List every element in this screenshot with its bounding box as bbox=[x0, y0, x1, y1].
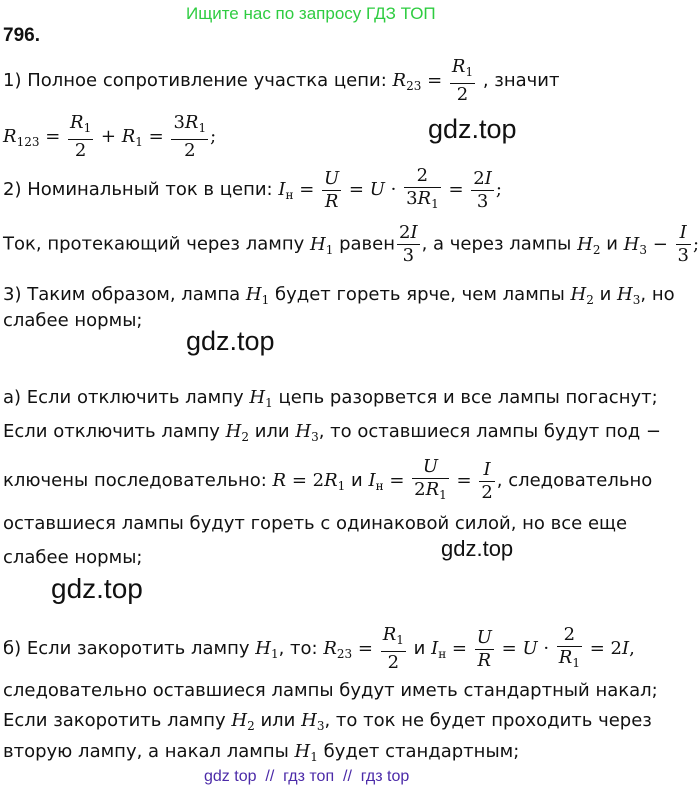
line-1-prefix: 1) Полное сопротивление участка цепи: bbox=[3, 70, 387, 91]
line-5-mid: будет гореть ярче, чем лампы bbox=[275, 284, 565, 305]
watermark: gdz.top bbox=[428, 114, 517, 144]
part-b3-prefix: Если закоротить лампу bbox=[3, 710, 226, 731]
formula-current: $I_н$ = $\frac{U}{R}$ = U · $\frac{2}{3R_1}$ = $\frac{2I}{3}$ ; bbox=[278, 165, 502, 212]
line-4-prefix: Ток, протекающий через лампу bbox=[3, 233, 305, 255]
part-a2-or: или bbox=[254, 421, 290, 442]
part-a-line-2: Если отключить лампу $H_2$ или $H_3$, то оставшиеся лампы будут под − bbox=[3, 421, 661, 444]
watermark: gdz.top bbox=[441, 536, 514, 561]
formula-short-i: $I_н$ = $\frac{U}{R}$ = U · $\frac{2}{R_1}$ = 2I, bbox=[431, 624, 635, 671]
part-b4-prefix: вторую лампу, а накал лампы bbox=[3, 741, 289, 762]
part-b-line-2: следовательно оставшиеся лампы будут иметь стандартный накал; bbox=[3, 680, 658, 701]
part-b-line-3: Если закоротить лампу $H_2$ или $H_3$, то ток не будет проходить через bbox=[3, 710, 652, 733]
footer-links[interactable]: gdz top // гдз топ // гдз top bbox=[204, 768, 410, 785]
line-3 bbox=[3, 165, 502, 215]
part-b3-or: или bbox=[260, 710, 296, 731]
line-5: 3) Таким образом, лампа $H_1$ будет гореть ярче, чем лампы $H_2$ и $H_3$, но bbox=[3, 284, 675, 307]
line-1 bbox=[3, 56, 559, 106]
part-a-line-1: а) Если отключить лампу $H_1$ цепь разорвется и все лампы погаснут; bbox=[3, 387, 658, 410]
line-4: Ток, протекающий через лампу $H_1$ равен $\frac{2I}{3}$ , а через лампы $H_2$ и $H_3$ − $\frac{I}{3}$ ; bbox=[3, 222, 699, 266]
line-6: слабее нормы; bbox=[3, 310, 143, 331]
part-b3-suffix: , то ток не будет проходить через bbox=[324, 710, 652, 731]
part-a-line-4: оставшиеся лампы будут гореть с одинаковой силой, но все еще bbox=[3, 513, 628, 534]
part-a-line-3 bbox=[3, 456, 652, 506]
part-a3-prefix: ключены последовательно: bbox=[3, 470, 267, 491]
watermark: gdz.top bbox=[186, 326, 275, 356]
line-5-end: , но bbox=[640, 284, 675, 305]
line-5-and: и bbox=[599, 284, 612, 305]
line-4-word2: , а через лампы bbox=[421, 233, 572, 255]
formula-series: $R = 2R_1$ bbox=[272, 470, 346, 493]
watermark: gdz.top bbox=[51, 573, 143, 604]
part-b-to: , то: bbox=[278, 638, 318, 659]
line-3-prefix: 2) Номинальный ток в цепи: bbox=[3, 179, 273, 200]
part-a3-and: и bbox=[351, 470, 363, 491]
line-5-prefix: 3) Таким образом, лампа bbox=[3, 284, 241, 305]
part-b4-suffix: будет стандартным; bbox=[323, 741, 520, 762]
part-a3-suffix: , следовательно bbox=[496, 470, 653, 491]
part-a-prefix: а) Если отключить лампу bbox=[3, 387, 244, 408]
part-a-suffix: цепь разорвется и все лампы погаснут; bbox=[278, 387, 658, 408]
search-hint: Ищите нас по запросу ГДЗ ТОП bbox=[186, 4, 436, 23]
formula-series-current: $I_н$ = $\frac{U}{2R_1}$ = $\frac{I}{2}$ bbox=[368, 456, 493, 503]
part-b-and: и bbox=[413, 638, 426, 659]
formula-short-r: $R_{23}$ = $\frac{R_1}{2}$ bbox=[323, 624, 404, 673]
formula-r123: $R_{123}$ = $\frac{R_1}{2}$ + $R_1$ = $\frac{3R_1}{2}$ ; bbox=[3, 112, 217, 161]
fraction-2i-3: $\frac{2I}{3}$ bbox=[399, 222, 418, 266]
part-a-line-5: слабее нормы; bbox=[3, 547, 143, 568]
line-4-word: равен bbox=[339, 233, 395, 255]
problem-number: 796. bbox=[3, 25, 40, 46]
line-4-and: и bbox=[606, 233, 618, 255]
part-a2-suffix: , то оставшиеся лампы будут под − bbox=[318, 421, 661, 442]
part-b-line-4: вторую лампу, а накал лампы $H_1$ будет стандартным; bbox=[3, 741, 520, 764]
part-a2-prefix: Если отключить лампу bbox=[3, 421, 220, 442]
formula-r23: $R_{23}$ = $\frac{R_1}{2}$ bbox=[392, 56, 474, 105]
part-b-line-1: б) Если закоротить лампу $H_1$, то: $R_{23}$ = $\frac{R_1}{2}$ и $I_н$ = $\frac{U}{R}$ = U · $\frac{2}{R_1}$ = 2I, bbox=[3, 624, 635, 673]
line-1-suffix: , значит bbox=[482, 70, 560, 91]
part-b-prefix: б) Если закоротить лампу bbox=[3, 638, 250, 659]
